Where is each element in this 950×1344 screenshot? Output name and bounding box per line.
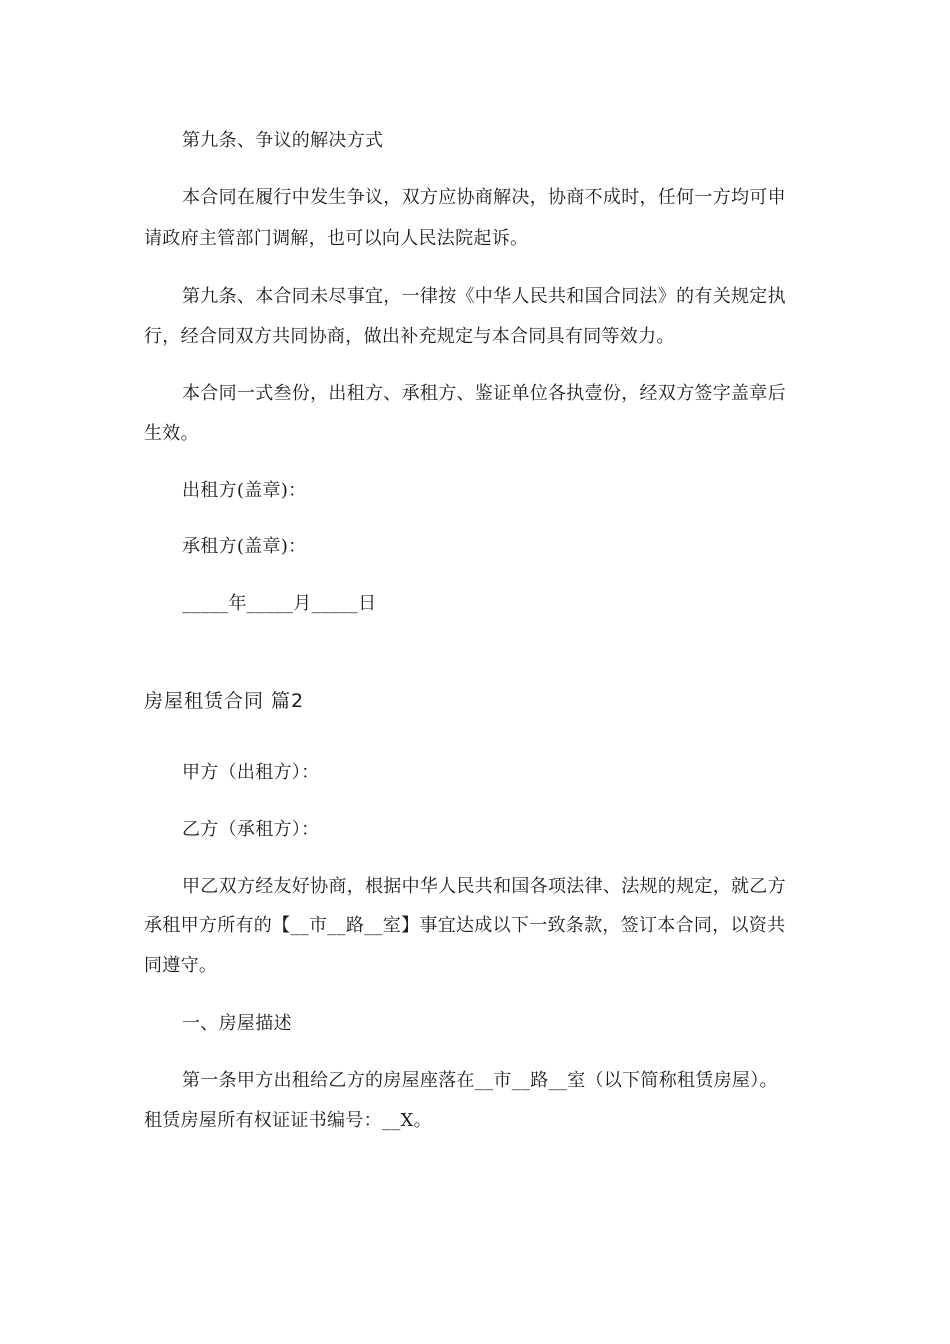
party-b-label: 乙方（承租方）： [182,819,320,840]
date-line: _____年_____月_____日 [182,593,377,614]
lessee-seal-label: 承租方(盖章)： [182,536,307,557]
article-1-text-line-2: 租赁房屋所有权证证书编号：__X。 [144,1110,432,1131]
section-1-title: 一、房屋描述 [182,1013,292,1034]
copies-text-line-1: 本合同一式叁份，出租方、承租方、鉴证单位各执壹份，经双方签字盖章后 [182,383,786,404]
lessor-seal-label: 出租方(盖章)： [182,480,307,501]
article-9b-text-line-1: 第九条、本合同未尽事宜，一律按《中华人民共和国合同法》的有关规定执 [182,286,786,307]
article-9-title: 第九条、争议的解决方式 [182,130,384,151]
intro-text-line-1: 甲乙双方经友好协商，根据中华人民共和国各项法律、法规的规定，就乙方 [182,876,786,897]
copies-text-line-2: 生效。 [144,423,199,444]
article-9b-text-line-2: 行，经合同双方共同协商，做出补充规定与本合同具有同等效力。 [144,326,675,347]
intro-text-line-3: 同遵守。 [144,955,218,976]
party-a-label: 甲方（出租方）： [182,762,320,783]
article-1-text-line-1: 第一条甲方出租给乙方的房屋座落在__市__路__室（以下简称租赁房屋）。 [182,1070,778,1091]
article-9-text-line-1: 本合同在履行中发生争议，双方应协商解决，协商不成时，任何一方均可申 [182,187,786,208]
intro-text-line-2: 承租甲方所有的【__市__路__室】事宜达成以下一致条款，签订本合同，以资共 [144,915,786,936]
article-9-text-line-2: 请政府主管部门调解，也可以向人民法院起诉。 [144,228,529,249]
section-2-title: 房屋租赁合同 篇2 [144,690,305,712]
